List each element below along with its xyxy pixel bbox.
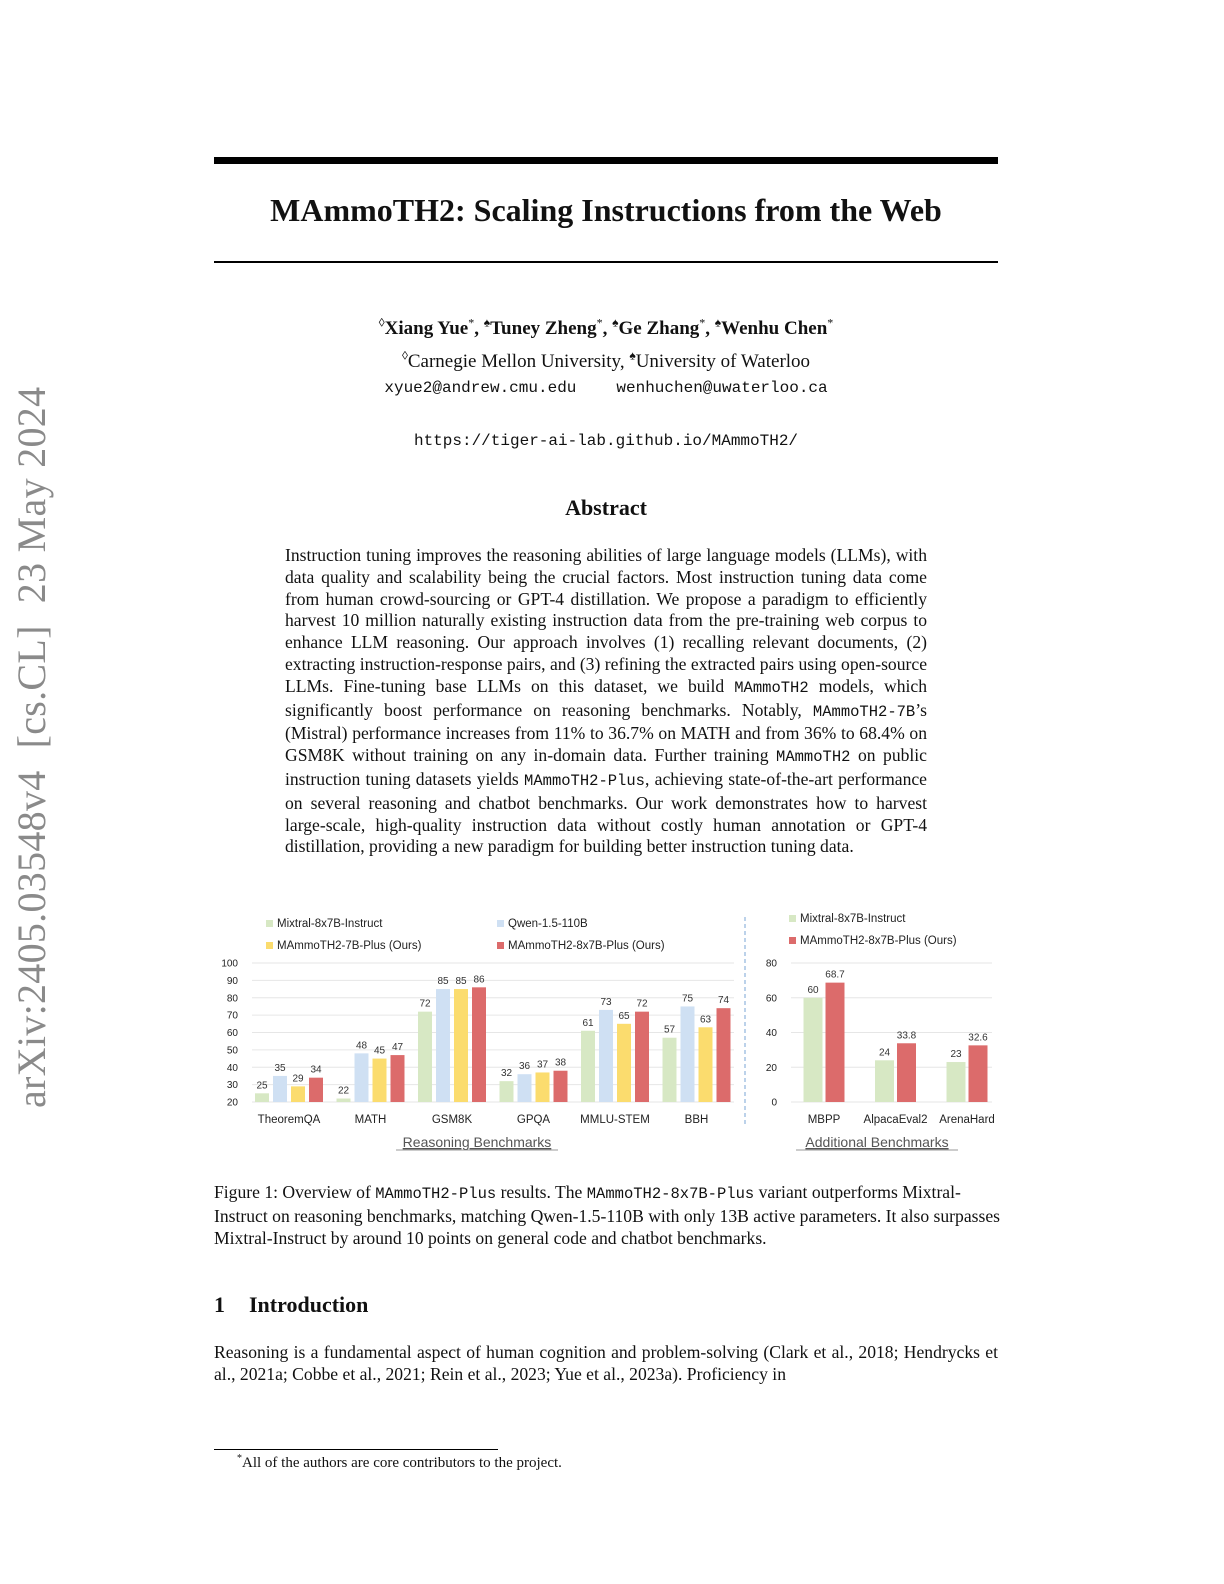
bar-value-label: 38 [554, 1057, 567, 1069]
title-rule-top [214, 157, 998, 164]
bar [617, 1024, 631, 1102]
bar-value-label: 85 [455, 976, 467, 988]
bar [309, 1078, 323, 1102]
y-tick-label: 30 [226, 1080, 238, 1092]
x-tick-label: BBH [684, 1114, 709, 1126]
bar-value-label: 32 [500, 1068, 513, 1080]
x-tick-label: MBPP [807, 1114, 841, 1126]
legend-swatch [497, 920, 504, 927]
bar-value-label: 72 [636, 998, 648, 1010]
bar-value-label: 29 [292, 1073, 304, 1085]
bar-value-label: 22 [337, 1085, 350, 1097]
y-tick-label: 20 [226, 1097, 238, 1109]
x-axis-title: Additional Benchmarks [805, 1134, 949, 1150]
bar-value-label: 25 [256, 1080, 268, 1092]
arxiv-category: [cs.CL] [9, 625, 54, 749]
bar [454, 989, 468, 1102]
bar [681, 1006, 695, 1102]
legend-label: MAmmoTH2-8x7B-Plus (Ours) [800, 935, 957, 947]
y-tick-label: 60 [765, 993, 777, 1005]
y-tick-label: 100 [221, 958, 238, 970]
legend-label: Mixtral-8x7B-Instruct [277, 918, 383, 930]
arxiv-sidebar-stamp [8, 387, 55, 1108]
bar-value-label: 75 [681, 993, 694, 1005]
bar [599, 1010, 613, 1102]
x-tick-label: MMLU-STEM [580, 1114, 650, 1126]
bar [536, 1072, 550, 1102]
bar-value-label: 48 [355, 1040, 368, 1052]
bar [581, 1031, 595, 1102]
y-tick-label: 50 [226, 1045, 238, 1057]
y-tick-label: 90 [226, 975, 238, 987]
y-tick-label: 80 [765, 958, 777, 970]
x-axis-title: Reasoning Benchmarks [402, 1134, 552, 1150]
legend-swatch [789, 937, 796, 944]
bar-value-label: 86 [473, 974, 485, 986]
bar [472, 987, 486, 1102]
figure-1-charts [214, 905, 1004, 1160]
footnote-mark: * [237, 1453, 242, 1464]
bar [291, 1086, 305, 1102]
x-tick-label: MATH [354, 1114, 387, 1126]
bar [436, 989, 450, 1102]
bar [373, 1059, 387, 1102]
email[interactable]: wenhuchen@uwaterloo.ca [616, 379, 828, 397]
abstract-text: Instruction tuning improves the reasoning abilities of large language models (LLMs), with data quality and scalability being the crucial factors. Most instruction tuning data come from human crowd-sourcing or GPT-4 distillation. We propose a paradigm to efficiently harvest 10 million naturally existing instruction data from the pre-training web corpus to enhance LLM reasoning. Our approach involves (1) recalling relevant documents, (2) extracting instruction-response pairs, and (3) refining the extracted pairs using open-source LLMs. Fine-tuning base LLMs on this dataset, we build MAmmoTH2 models, which significantly boost performance on reasoning benchmarks. Notably, MAmmoTH2-7B’s (Mistral) performance increases from 11% to 36.7% on MATH and from 36% to 68.4% on GSM8K without training on any in-domain data. Further training MAmmoTH2 on public instruction tuning datasets yields MAmmoTH2-Plus, achieving state-of-the-art performance on several reasoning and chatbot benchmarks. Our work demonstrates how to harvest large-scale, high-quality instruction data without costly human annotation or GPT-4 distillation, providing a new paradigm for building better instruction tuning data. [285, 545, 927, 857]
bar [969, 1045, 988, 1102]
author: ♠Tuney Zheng* [483, 316, 603, 340]
x-tick-label: GPQA [516, 1114, 551, 1126]
figure-1 [214, 905, 1004, 1165]
affiliation: ♠University of Waterloo [629, 349, 811, 373]
figure-caption: Figure 1: Overview of MAmmoTH2-Plus results. The MAmmoTH2-8x7B-Plus variant outperforms Mixtral-Instruct on reasoning benchmarks, matching Qwen-1.5-110B with only 13B active parameters. It also surpasses Mixtral-Instruct by around 10 points on general code and chatbot benchmarks. [214, 1182, 1000, 1248]
bar-value-label: 73 [600, 996, 612, 1008]
y-tick-label: 40 [226, 1062, 238, 1074]
bar [418, 1012, 432, 1102]
legend-swatch [266, 920, 273, 927]
bar-value-label: 60 [807, 984, 819, 996]
bar [826, 983, 845, 1102]
bar [337, 1099, 351, 1102]
bar-value-label: 72 [419, 998, 431, 1010]
abstract-heading: Abstract [565, 495, 647, 520]
bar-value-label: 36 [518, 1061, 531, 1073]
author: ◊Xiang Yue* [378, 316, 475, 340]
y-tick-label: 70 [226, 1010, 238, 1022]
bar [875, 1060, 894, 1102]
title-rule-bottom [214, 261, 998, 263]
bar [699, 1027, 713, 1102]
x-tick-label: ArenaHard [939, 1114, 995, 1126]
bar [804, 998, 823, 1102]
bar-value-label: 24 [878, 1047, 891, 1059]
x-tick-label: AlpacaEval2 [863, 1114, 928, 1126]
y-tick-label: 40 [765, 1028, 777, 1039]
bar-value-label: 33.8 [896, 1030, 917, 1042]
bar [391, 1055, 405, 1102]
x-tick-label: TheoremQA [257, 1114, 321, 1126]
legend-swatch [266, 942, 273, 949]
affiliations: ◊Carnegie Mellon University, ♠University of Waterloo [401, 349, 811, 373]
bar-value-label: 35 [274, 1062, 286, 1074]
arxiv-id: arXiv:2405.03548v4 [9, 770, 54, 1108]
bar-value-label: 74 [717, 995, 730, 1007]
section-title: Introduction [249, 1292, 369, 1317]
legend-label: Mixtral-8x7B-Instruct [800, 913, 906, 925]
arxiv-date: 23 May 2024 [9, 386, 54, 604]
bar [273, 1076, 287, 1102]
bar-value-label: 45 [373, 1045, 386, 1057]
bar [355, 1053, 369, 1102]
bar-value-label: 57 [663, 1024, 676, 1036]
paper-title: MAmmoTH2: Scaling Instructions from the Web [270, 192, 942, 228]
bar [518, 1074, 532, 1102]
bar-value-label: 63 [699, 1014, 712, 1026]
bar-value-label: 61 [582, 1017, 594, 1029]
footnote-text: All of the authors are core contributors to the project. [242, 1455, 562, 1471]
author-emails [214, 379, 998, 397]
bar-value-label: 68.7 [825, 969, 845, 981]
bar-value-label: 34 [310, 1064, 322, 1076]
y-tick-label: 20 [765, 1062, 777, 1074]
author-list: ◊Xiang Yue*, ♠Tuney Zheng*, ♠Ge Zhang*, ♠Wenhu Chen* [378, 316, 834, 340]
bar-value-label: 65 [618, 1010, 630, 1022]
introduction-text: Reasoning is a fundamental aspect of human cognition and problem-solving (Clark et al., 2018; Hendrycks et al., 2021a; Cobbe et al., 2021; Rein et al., 2023; Yue et al., 2023a). Proficiency in [214, 1342, 998, 1384]
bar [255, 1093, 269, 1102]
bar [635, 1012, 649, 1102]
bar-value-label: 32.6 [968, 1032, 988, 1044]
footnote [237, 1453, 562, 1472]
legend-swatch [497, 942, 504, 949]
email[interactable]: xyue2@andrew.cmu.edu [384, 379, 577, 397]
bar [663, 1038, 677, 1102]
bar [947, 1062, 966, 1102]
affiliation: ◊Carnegie Mellon University [401, 349, 620, 373]
section-heading [214, 1292, 368, 1318]
bar [554, 1071, 568, 1102]
legend-swatch [789, 915, 796, 922]
bar-value-label: 47 [391, 1042, 404, 1054]
legend-label: MAmmoTH2-8x7B-Plus (Ours) [508, 940, 665, 952]
section-number: 1 [214, 1292, 225, 1317]
y-tick-label: 60 [226, 1028, 238, 1039]
bar-value-label: 85 [437, 976, 449, 988]
legend-label: Qwen-1.5-110B [508, 918, 588, 930]
x-tick-label: GSM8K [431, 1114, 473, 1126]
bar-value-label: 37 [536, 1059, 549, 1071]
bar [717, 1008, 731, 1102]
author: ♠Ge Zhang* [612, 316, 706, 340]
bar [897, 1043, 916, 1102]
project-url[interactable]: https://tiger-ai-lab.github.io/MAmmoTH2/ [413, 432, 799, 450]
bar [500, 1081, 514, 1102]
y-tick-label: 80 [226, 993, 238, 1005]
footnote-rule [214, 1449, 498, 1450]
y-tick-label: 0 [771, 1097, 777, 1109]
legend-label: MAmmoTH2-7B-Plus (Ours) [277, 940, 422, 952]
author: ♠Wenhu Chen* [714, 316, 834, 340]
bar-value-label: 23 [950, 1049, 962, 1061]
